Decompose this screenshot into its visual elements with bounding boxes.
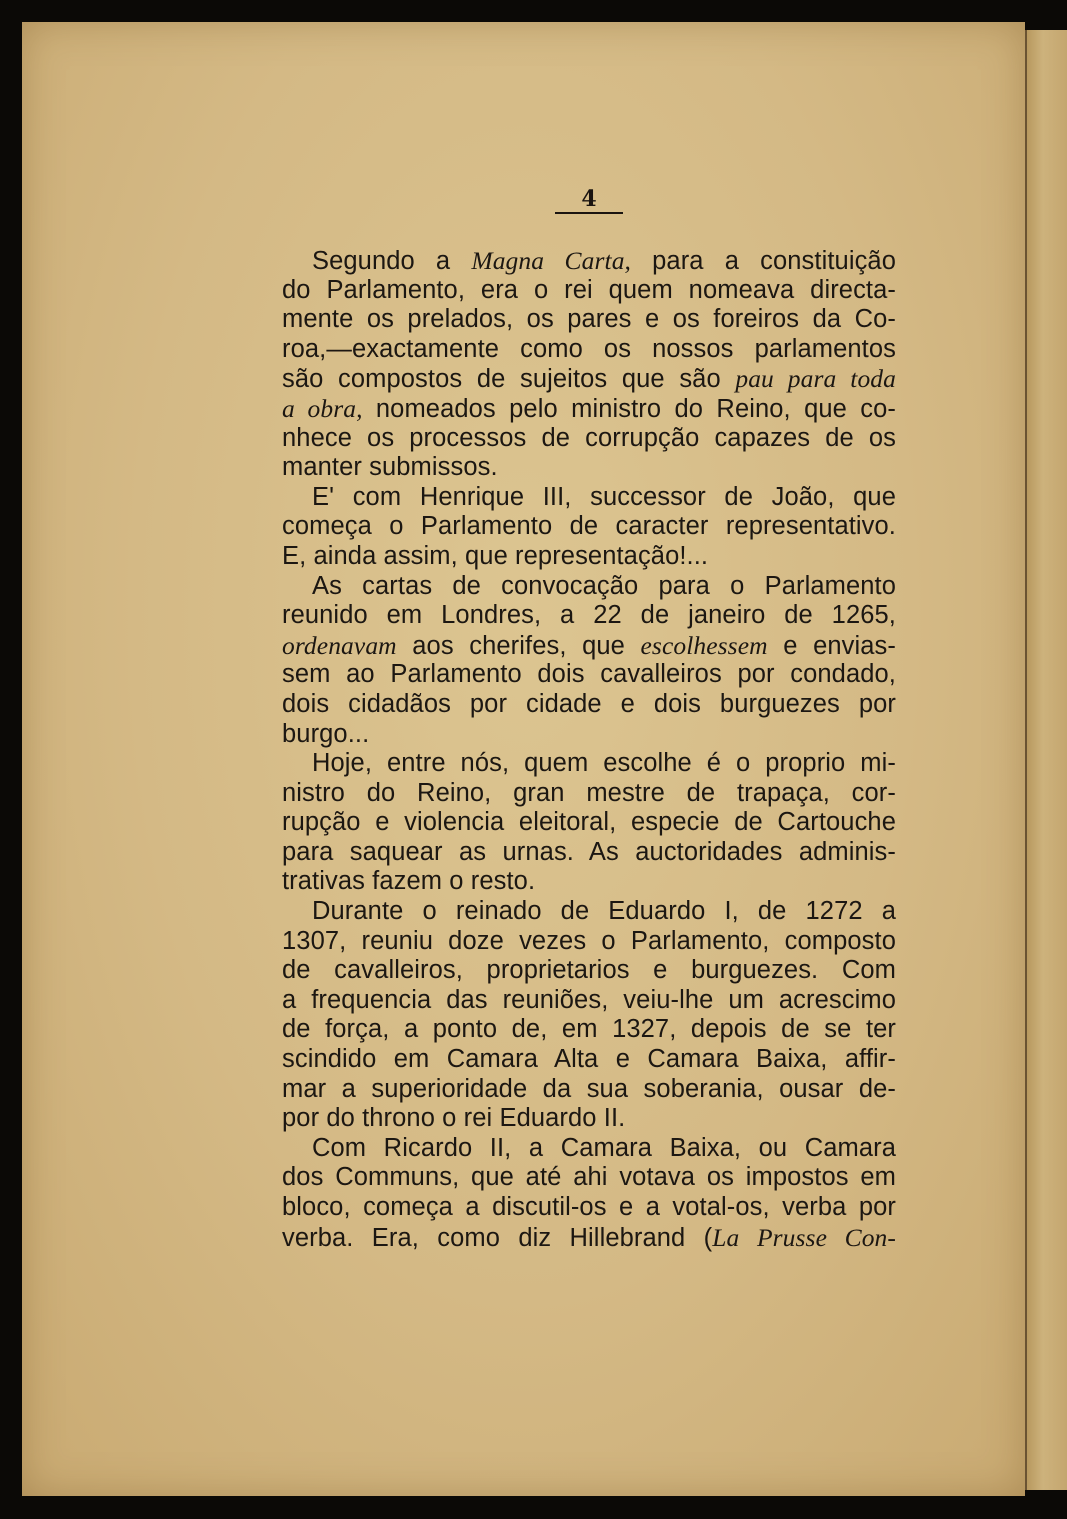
text-line bbox=[282, 1015, 896, 1045]
text-line bbox=[282, 808, 896, 838]
text-run: reunido em Londres, a 22 de janeiro de 1265, bbox=[282, 601, 896, 630]
text-line bbox=[282, 927, 896, 957]
text-line bbox=[282, 1223, 896, 1253]
text-line bbox=[282, 335, 896, 365]
text-run: Com Ricardo II, a Camara Baixa, ou Camara bbox=[312, 1133, 896, 1162]
text-line bbox=[282, 897, 896, 927]
text-line bbox=[282, 838, 896, 868]
text-line bbox=[282, 867, 896, 897]
text-run: rupção e violencia eleitoral, especie de Cartouche bbox=[282, 808, 896, 837]
text-line bbox=[282, 483, 896, 513]
text-run: dois cidadãos por cidade e dois burguezes por bbox=[282, 689, 896, 718]
text-line bbox=[282, 1163, 896, 1193]
text-line bbox=[282, 749, 896, 779]
text-line bbox=[282, 986, 896, 1016]
text-run: E, ainda assim, que representação!... bbox=[282, 541, 709, 570]
text-run: nomeados pelo ministro do Reino, que co- bbox=[362, 394, 897, 423]
text-line bbox=[282, 364, 896, 394]
text-run: roa,—exactamente como os nossos parlamentos bbox=[282, 334, 896, 363]
text-line bbox=[282, 453, 896, 483]
text-line bbox=[282, 512, 896, 542]
text-run: nhece os processos de corrupção capazes de os bbox=[282, 423, 896, 452]
text-line bbox=[282, 394, 896, 424]
text-line bbox=[282, 572, 896, 602]
text-run: aos cherifes, que bbox=[396, 631, 641, 660]
text-run: mente os prelados, os pares e os foreiros da Co- bbox=[282, 305, 896, 334]
text-run: As cartas de convocação para o Parlamento bbox=[312, 571, 896, 600]
text-line bbox=[282, 720, 896, 750]
text-run: E' com Henrique III, successor de João, que bbox=[312, 482, 896, 511]
text-run: verba. Era, como diz Hillebrand ( bbox=[282, 1223, 713, 1252]
text-line bbox=[282, 1193, 896, 1223]
text-run: trativas fazem o resto. bbox=[282, 867, 536, 896]
italic-text: La Prusse Con- bbox=[712, 1222, 896, 1252]
text-run: mar a superioridade da sua soberania, ousar de- bbox=[282, 1074, 896, 1103]
text-line bbox=[282, 601, 896, 631]
italic-text: ordenavam bbox=[282, 630, 397, 660]
text-run: são compostos de sujeitos que são bbox=[282, 365, 736, 394]
text-line bbox=[282, 956, 896, 986]
text-run: a frequencia das reuniões, veiu-lhe um acrescimo bbox=[282, 985, 896, 1014]
italic-text: pau para toda bbox=[735, 364, 896, 394]
text-line bbox=[282, 660, 896, 690]
text-run: manter submissos. bbox=[282, 453, 498, 482]
body-text bbox=[282, 246, 896, 1252]
text-run: para saquear as urnas. As auctoridades adminis- bbox=[282, 837, 896, 866]
text-line bbox=[282, 1134, 896, 1164]
text-line bbox=[282, 424, 896, 454]
text-line bbox=[282, 1104, 896, 1134]
text-line bbox=[282, 631, 896, 661]
italic-text: escolhessem bbox=[640, 630, 768, 660]
text-run: de cavalleiros, proprietarios e burguezes. Com bbox=[282, 956, 896, 985]
text-run: nistro do Reino, gran mestre de trapaça, cor- bbox=[282, 778, 896, 807]
text-run: de força, a ponto de, em 1327, depois de se ter bbox=[282, 1015, 896, 1044]
text-run: burgo... bbox=[282, 719, 370, 748]
text-run: Durante o reinado de Eduardo I, de 1272 a bbox=[312, 897, 896, 926]
italic-text: Magna Carta, bbox=[471, 246, 632, 275]
text-line bbox=[282, 542, 896, 572]
text-line bbox=[282, 1045, 896, 1075]
italic-text: a obra, bbox=[282, 393, 363, 423]
text-line bbox=[282, 1075, 896, 1105]
text-run: para a constituição bbox=[631, 247, 896, 275]
page-number: 4 bbox=[555, 186, 623, 214]
text-run: sem ao Parlamento dois cavalleiros por condado, bbox=[282, 660, 896, 689]
text-run: do Parlamento, era o rei quem nomeava directa- bbox=[282, 275, 896, 304]
text-line bbox=[282, 305, 896, 335]
text-run: Segundo a bbox=[312, 247, 472, 275]
text-run: Hoje, entre nós, quem escolhe é o proprio mi- bbox=[312, 749, 896, 778]
adjacent-page-edge bbox=[1025, 30, 1067, 1490]
text-line bbox=[282, 690, 896, 720]
text-run: e envias- bbox=[767, 631, 896, 660]
text-run: por do throno o rei Eduardo II. bbox=[282, 1104, 626, 1133]
text-line bbox=[282, 276, 896, 306]
text-run: bloco, começa a discutil-os e a votal-os, verba por bbox=[282, 1193, 896, 1221]
text-line bbox=[282, 779, 896, 809]
text-run: scindido em Camara Alta e Camara Baixa, affir- bbox=[282, 1045, 896, 1074]
text-line bbox=[282, 246, 896, 276]
text-run: dos Communs, que até ahi votava os impostos em bbox=[282, 1163, 896, 1192]
text-run: 1307, reuniu doze vezes o Parlamento, composto bbox=[282, 926, 896, 955]
text-run: começa o Parlamento de caracter representativo. bbox=[282, 512, 896, 541]
